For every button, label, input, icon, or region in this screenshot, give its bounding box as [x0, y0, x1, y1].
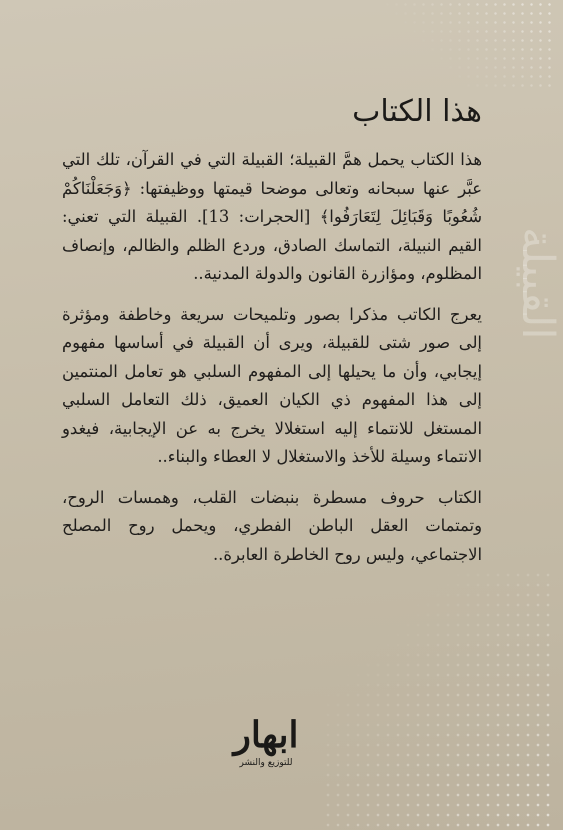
calligraphy-watermark: القبيلة: [512, 227, 563, 340]
paragraph-3: الكتاب حروف مسطرة بنبضات القلب، وهمسات الروح، وتمتمات العقل الباطن الفطري، ويحمل روح المصلح الاجتماعي، وليس روح الخاطرة العابرة..: [62, 487, 482, 564]
publisher-logo-name: ابهار: [233, 714, 299, 756]
page-title: هذا الكتاب: [352, 94, 482, 129]
publisher-logo-subtitle: للتوزيع والنشر: [239, 758, 293, 768]
paragraph-2: يعرج الكاتب مذكرا بصور وتلميحات سريعة وخاطفة ومؤثرة إلى صور شتى للقبيلة، ويرى أن القبيلة في أساسها مفهوم إيجابي، وأن ما يحيلها إلى المفهوم السلبي هو تعامل المنتمين إلى هذا المفهوم ذي الكيان العميق، ذلك التعامل السلبي المستغل للانتماء إليه استغلالا يخرج به عن الإيجابية، فيغدو الانتماء وسيلة للأخذ والاستغلال لا العطاء والبناء..: [62, 304, 482, 466]
back-cover-text: [62, 92, 482, 581]
publisher-logo: [220, 715, 312, 777]
paragraph-1: هذا الكتاب يحمل همَّ القبيلة؛ القبيلة التي في القرآن، تلك التي عبَّر عنها سبحانه وتعالى موضحا قيمتها ووظيفتها: ﴿وَجَعَلْنَاكُمْ شُعُوبًا وَقَبَائِلَ لِتَعَارَفُوا﴾ [الحجرات: 13]. القبيلة التي تعني: القيم النبيلة، التماسك الصادق، وردع الظلم والظالم، وإنصاف المظلوم، ومؤازرة القانون والدولة المدنية..: [62, 150, 482, 283]
decorative-dots-bottom: [323, 570, 553, 830]
